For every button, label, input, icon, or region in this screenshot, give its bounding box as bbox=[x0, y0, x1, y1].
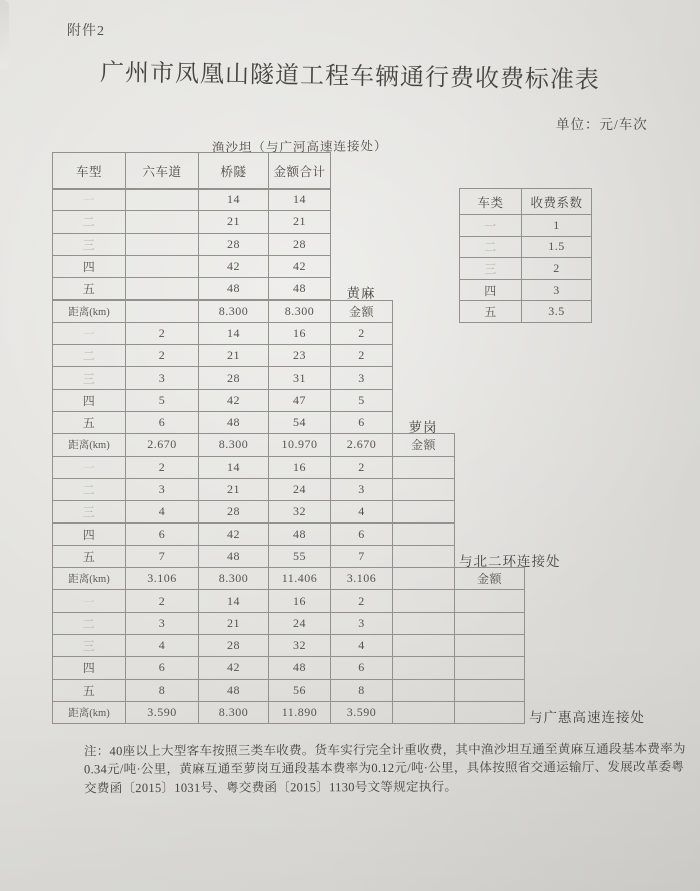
value-cell: 3 bbox=[330, 366, 393, 389]
value-cell bbox=[392, 589, 455, 612]
value-cell: 7 bbox=[125, 545, 199, 568]
row-label-cell: 四 bbox=[52, 255, 126, 278]
row-label-cell: 一 bbox=[52, 188, 126, 211]
row-label-cell: 距离(km) bbox=[52, 701, 126, 724]
value-cell: 金额 bbox=[330, 300, 393, 323]
note-line: 0.34元/吨·公里，黄麻互通至萝岗互通段基本费率为0.12元/吨·公里，具体按照省交通运输厅、发展改革委粤 bbox=[83, 760, 685, 777]
value-cell: 8 bbox=[125, 679, 199, 702]
row-label-cell: 距离(km) bbox=[52, 567, 126, 590]
value-cell: 4 bbox=[125, 500, 199, 523]
value-cell: 6 bbox=[125, 523, 199, 546]
value-cell: 6 bbox=[330, 656, 393, 679]
row-label-cell: 三 bbox=[52, 366, 126, 389]
value-cell: 32 bbox=[268, 634, 331, 657]
value-cell: 3.106 bbox=[330, 567, 393, 590]
value-cell: 48 bbox=[198, 411, 269, 434]
value-cell: 2 bbox=[125, 589, 199, 612]
row-label-cell: 距离(km) bbox=[52, 300, 126, 323]
value-cell: 21 bbox=[198, 612, 269, 635]
row-label-cell: 二 bbox=[52, 612, 126, 635]
value-cell: 16 bbox=[268, 456, 331, 479]
header-cell: 车型 bbox=[52, 152, 126, 190]
note-line: 注：40座以上大型客车按照三类车收费。货车实行完全计重收费，其中渔沙坦互通至黄麻互通段基本费率为 bbox=[83, 741, 686, 759]
row-label-cell: 三 bbox=[52, 500, 126, 523]
value-cell: 42 bbox=[198, 523, 269, 546]
value-cell bbox=[454, 612, 525, 635]
coef-header-cell: 收费系数 bbox=[521, 188, 592, 215]
value-cell: 21 bbox=[198, 210, 269, 233]
value-cell: 24 bbox=[268, 478, 331, 501]
value-cell bbox=[454, 701, 525, 724]
value-cell: 42 bbox=[198, 255, 269, 278]
value-cell bbox=[392, 545, 455, 568]
coef-value-cell: 3.5 bbox=[521, 300, 592, 323]
value-cell: 8.300 bbox=[198, 701, 269, 724]
coef-value-cell: 1 bbox=[521, 214, 592, 237]
attachment-label: 附件2 bbox=[67, 24, 105, 39]
value-cell: 42 bbox=[268, 255, 331, 278]
value-cell: 6 bbox=[125, 656, 199, 679]
row-label-cell: 一 bbox=[52, 589, 126, 612]
value-cell: 3.590 bbox=[125, 701, 199, 724]
value-cell: 28 bbox=[198, 634, 269, 657]
value-cell bbox=[454, 589, 525, 612]
value-cell: 14 bbox=[198, 188, 269, 211]
value-cell bbox=[125, 233, 199, 256]
coef-value-cell: 1.5 bbox=[521, 236, 592, 259]
value-cell: 2 bbox=[330, 456, 393, 479]
value-cell bbox=[392, 612, 455, 635]
value-cell: 14 bbox=[198, 322, 269, 345]
value-cell: 6 bbox=[330, 523, 393, 546]
coef-label-cell: 五 bbox=[459, 300, 522, 323]
coef-value-cell: 3 bbox=[521, 279, 592, 302]
value-cell: 4 bbox=[330, 500, 393, 523]
coef-label-cell: 一 bbox=[459, 214, 522, 237]
value-cell: 2 bbox=[125, 322, 199, 345]
value-cell: 21 bbox=[198, 344, 269, 367]
value-cell: 6 bbox=[330, 411, 393, 434]
page-title: 广州市凤凰山隧道工程车辆通行费收费标准表 bbox=[99, 60, 601, 94]
value-cell bbox=[392, 567, 455, 590]
value-cell: 56 bbox=[268, 679, 331, 702]
value-cell bbox=[392, 523, 455, 546]
value-cell bbox=[392, 478, 455, 501]
note-line: 交费函〔2015〕1031号、粤交费函〔2015〕1130号文等规定执行。 bbox=[84, 779, 458, 796]
value-cell: 48 bbox=[268, 277, 331, 300]
value-cell: 16 bbox=[268, 589, 331, 612]
value-cell: 21 bbox=[198, 478, 269, 501]
row-label-cell: 二 bbox=[52, 344, 126, 367]
value-cell: 48 bbox=[268, 656, 331, 679]
row-label-cell: 二 bbox=[52, 210, 126, 233]
value-cell bbox=[392, 656, 455, 679]
value-cell: 8.300 bbox=[198, 567, 269, 590]
section-label: 与广惠高速连接处 bbox=[529, 709, 645, 725]
coef-value-cell: 2 bbox=[521, 257, 592, 280]
row-label-cell: 一 bbox=[52, 322, 126, 345]
header-cell: 六车道 bbox=[125, 152, 199, 190]
value-cell: 28 bbox=[198, 233, 269, 256]
value-cell: 48 bbox=[198, 277, 269, 300]
row-label-cell: 五 bbox=[52, 411, 126, 434]
value-cell: 3.106 bbox=[125, 567, 199, 590]
coef-header-cell: 车类 bbox=[459, 188, 522, 215]
row-label-cell: 三 bbox=[52, 233, 126, 256]
value-cell: 2.670 bbox=[330, 433, 393, 456]
value-cell: 3 bbox=[330, 612, 393, 635]
row-label-cell: 一 bbox=[52, 456, 126, 479]
value-cell bbox=[125, 210, 199, 233]
value-cell: 4 bbox=[125, 634, 199, 657]
value-cell bbox=[454, 679, 525, 702]
value-cell: 6 bbox=[125, 411, 199, 434]
value-cell bbox=[125, 255, 199, 278]
value-cell: 14 bbox=[198, 589, 269, 612]
value-cell bbox=[454, 656, 525, 679]
value-cell: 2 bbox=[330, 322, 393, 345]
value-cell: 21 bbox=[268, 210, 331, 233]
row-label-cell: 二 bbox=[52, 478, 126, 501]
value-cell: 8.300 bbox=[198, 300, 269, 323]
toll-table-caption: 渔沙坦（与广河高速连接处） bbox=[211, 139, 388, 155]
row-label-cell: 三 bbox=[52, 634, 126, 657]
value-cell: 55 bbox=[268, 545, 331, 568]
value-cell bbox=[392, 500, 455, 523]
value-cell: 5 bbox=[125, 389, 199, 412]
value-cell: 42 bbox=[198, 656, 269, 679]
value-cell: 5 bbox=[330, 389, 393, 412]
coef-label-cell: 四 bbox=[459, 279, 522, 302]
coef-label-cell: 二 bbox=[459, 236, 522, 259]
row-label-cell: 距离(km) bbox=[52, 433, 126, 456]
value-cell: 2 bbox=[125, 456, 199, 479]
value-cell bbox=[392, 634, 455, 657]
value-cell: 11.890 bbox=[268, 701, 331, 724]
value-cell: 7 bbox=[330, 545, 393, 568]
value-cell: 28 bbox=[198, 500, 269, 523]
header-cell: 桥隧 bbox=[198, 152, 269, 190]
value-cell: 8 bbox=[330, 679, 393, 702]
value-cell bbox=[125, 277, 199, 300]
row-label-cell: 五 bbox=[52, 545, 126, 568]
value-cell: 24 bbox=[268, 612, 331, 635]
section-label: 萝岗 bbox=[408, 420, 438, 435]
section-label: 黄麻 bbox=[346, 286, 376, 302]
unit-label: 单位：元/车次 bbox=[556, 117, 648, 132]
value-cell: 金额 bbox=[392, 433, 455, 456]
value-cell bbox=[392, 701, 455, 724]
value-cell bbox=[454, 634, 525, 657]
value-cell: 金额 bbox=[454, 567, 525, 590]
value-cell: 42 bbox=[198, 389, 269, 412]
value-cell: 11.406 bbox=[268, 567, 331, 590]
value-cell: 31 bbox=[268, 366, 331, 389]
value-cell: 32 bbox=[268, 500, 331, 523]
value-cell: 14 bbox=[268, 188, 331, 211]
value-cell: 2.670 bbox=[125, 433, 199, 456]
value-cell: 3 bbox=[330, 478, 393, 501]
row-label-cell: 四 bbox=[52, 656, 126, 679]
value-cell: 23 bbox=[268, 344, 331, 367]
value-cell: 16 bbox=[268, 322, 331, 345]
row-label-cell: 四 bbox=[52, 523, 126, 546]
coef-label-cell: 三 bbox=[459, 257, 522, 280]
value-cell: 2 bbox=[330, 589, 393, 612]
value-cell bbox=[392, 456, 455, 479]
value-cell: 28 bbox=[268, 233, 331, 256]
value-cell bbox=[125, 300, 199, 323]
value-cell: 3 bbox=[125, 478, 199, 501]
value-cell: 3 bbox=[125, 612, 199, 635]
row-label-cell: 四 bbox=[52, 389, 126, 412]
value-cell: 8.300 bbox=[268, 300, 331, 323]
value-cell: 54 bbox=[268, 411, 331, 434]
value-cell: 47 bbox=[268, 389, 331, 412]
value-cell: 48 bbox=[198, 545, 269, 568]
value-cell: 48 bbox=[198, 679, 269, 702]
section-label: 与北二环连接处 bbox=[459, 553, 561, 569]
value-cell: 3 bbox=[125, 366, 199, 389]
value-cell: 3.590 bbox=[330, 701, 393, 724]
value-cell bbox=[392, 679, 455, 702]
value-cell: 28 bbox=[198, 366, 269, 389]
row-label-cell: 五 bbox=[52, 679, 126, 702]
header-cell: 金额合计 bbox=[268, 152, 331, 190]
value-cell: 2 bbox=[125, 344, 199, 367]
note-text bbox=[84, 740, 686, 798]
value-cell: 4 bbox=[330, 634, 393, 657]
row-label-cell: 五 bbox=[52, 277, 126, 300]
value-cell: 8.300 bbox=[198, 433, 269, 456]
value-cell bbox=[125, 188, 199, 211]
value-cell: 48 bbox=[268, 523, 331, 546]
value-cell: 14 bbox=[198, 456, 269, 479]
value-cell: 10.970 bbox=[268, 433, 331, 456]
value-cell: 2 bbox=[330, 344, 393, 367]
